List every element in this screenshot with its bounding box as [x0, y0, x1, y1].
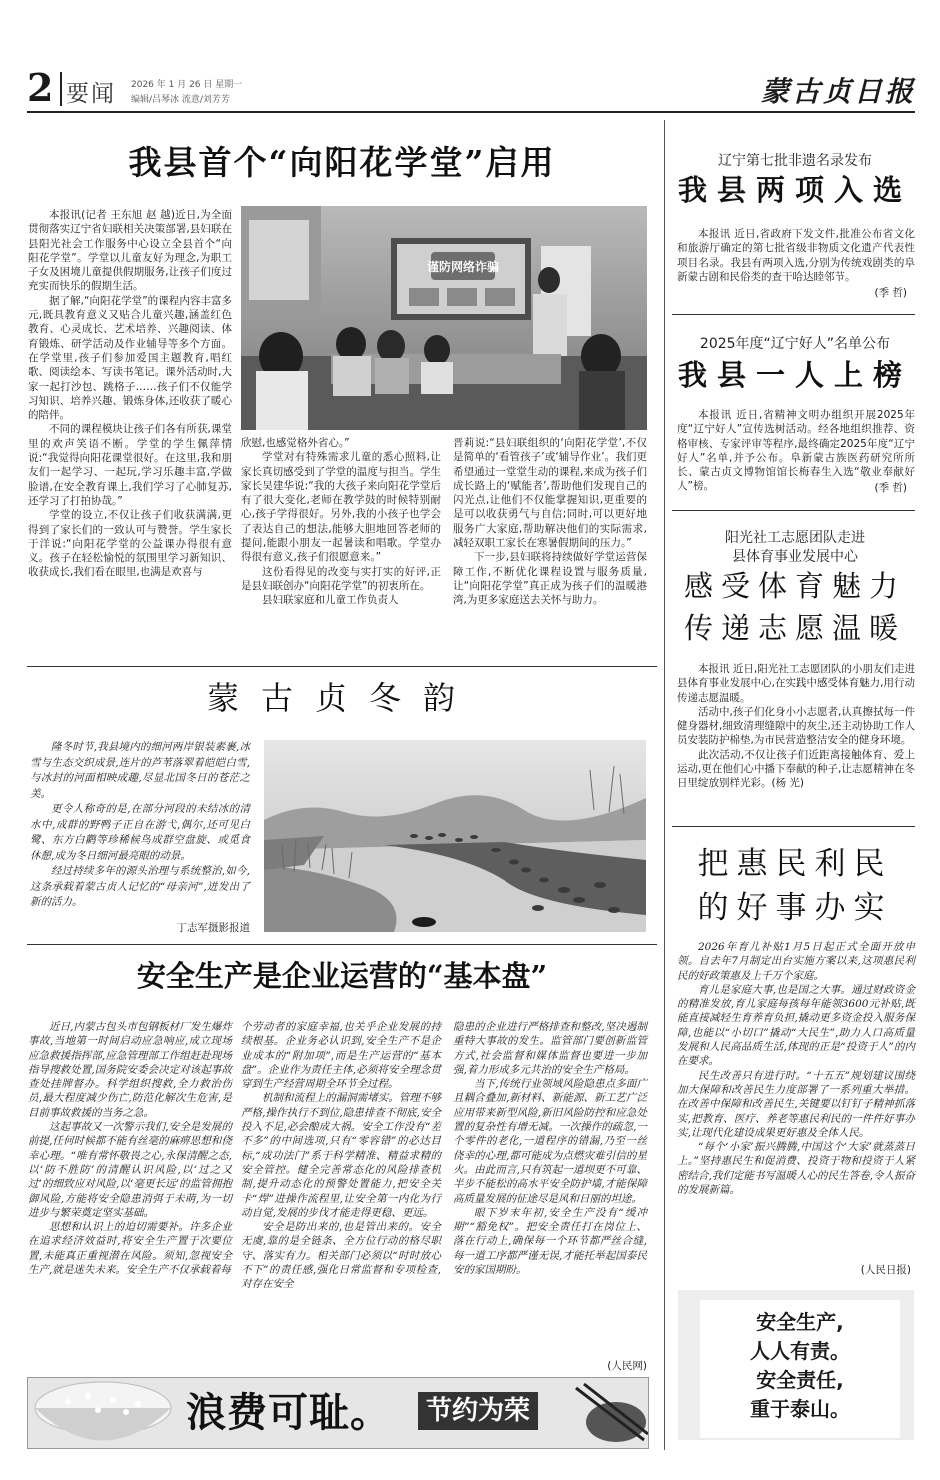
article-sunflower-col3 [453, 436, 647, 608]
date-line: 2026 年 1 月 26 日 星期一 [131, 80, 243, 90]
slogan-inner [700, 1300, 900, 1438]
paragraph: 学堂的设立,不仅让孩子们收获满满,更得到了家长们的一致认可与赞誉。学生家长于洋说:“向阳花学堂的公益课办得很有意义。孩子在轻松愉悦的氛围里学习新知识、收获成长,我们看在眼里,也满是欢喜与 [28, 509, 232, 579]
paragraph: 安全是防出来的,也是管出来的。安全无虞,靠的是全链条、全方位行动的格尽职守、落实有力。相关部门必须以“时时放心不下”的责任感,强化日常监督和专项检查,对存在安全 [241, 1221, 441, 1291]
divider-rule [672, 826, 915, 827]
paragraph: 育儿是家庭大事,也是国之大事。通过财政资金的精准发放,育儿家庭每孩每年能领3600元补贴,既能直接减轻生育养育负担,撬动更多资金投入服务保障,也能以“小切口”撬动“大民生”,助力人口高质量发展和人民高品质生活,体现的正是“投资于人”的内在要求。 [677, 983, 915, 1068]
section-name: 要闻 [66, 81, 116, 107]
article-headline-winter: 蒙古贞冬韵 [206, 679, 477, 717]
kicker-volunteer-line1: 阳光社工志愿团队走进 [725, 530, 865, 546]
headline-goodpeople: 我县一人上榜 [677, 358, 912, 392]
winter-river-illustration [264, 740, 646, 932]
slogan-line: 人人有责。 [750, 1339, 850, 1363]
article-headline-sunflower: 我县首个“向阳花学堂”启用 [128, 143, 556, 182]
safety-slogan-box [678, 1290, 914, 1440]
article-safety-col3 [453, 1020, 647, 1277]
masthead-divider [60, 72, 62, 106]
text-welfare [677, 940, 915, 1197]
paragraph: 更令人称奇的是,在部分河段的未结冰的清水中,成群的野鸭子正自在游弋,偶尔,还可见白鹭、东方白鹳等珍稀候鸟成群空盘旋、或觅食休憩,成为冬日细河最亮眼的动景。 [30, 803, 250, 862]
paragraph: 近日,内蒙古包头市包钢板材厂发生爆炸事故,当地第一时间启动应急响应,成立现场应急救援指挥部,应急管理部工作组赶赴现场指导搜救处置,国务院安委会决定对该起事故查处挂牌督办。科学组织搜救,全力救治伤员,最大程度减少伤亡,防范化解次生危害,是目前事故救援的当务之急。 [28, 1021, 232, 1119]
masthead-rule [27, 111, 915, 113]
divider-rule [672, 314, 915, 315]
paragraph: 个劳动者的家庭幸福,也关乎企业发展的持续根基。企业务必认识到,安全生产不是企业成本的“附加项”,而是生产运营的“基本盘”。企业作为责任主体,必须将安全理念贯穿到生产经营周期全环节全过程。 [241, 1021, 441, 1091]
photo-credit: 丁志军摄影报道 [176, 922, 250, 934]
paragraph: 欣慰,也感觉格外省心。” [241, 437, 350, 449]
paragraph: 不同的课程模块让孩子们各有所获,课堂里的欢声笑语不断。学堂的学生佩萍情说:“我觉得向阳花课堂很好。在这里,我和朋友们一起学习、一起玩,学习乐趣丰富,学做脸谱,在安全教育课上,我们学习了心肺复苏,还学习了打拍协哉。” [28, 423, 232, 507]
classroom-photo [241, 206, 647, 430]
headline-volunteer-line1: 感受体育魅力 [683, 569, 906, 603]
paragraph: 当下,传统行业领域风险隐患点多面广且耦合叠加,新材料、新能源、新工艺广泛应用带来新型风险,新旧风险防控和应急处置的复杂性有增无减。一次操作的疏忽,一个零件的老化,一道程序的错漏,乃至一丝侥幸的心理,都可能成为点燃灾难引信的星火。由此而言,只有筑起一道坝更不可靠、半步不能松的高水平安全防护墙,才能保障高质量发展的征途尽是风和日丽的坦途。 [453, 1078, 647, 1205]
paragraph: 县妇联家庭和儿童工作负责人 [262, 594, 399, 607]
paragraph: 本报讯(记者 王东旭 赵 越)近日,为全面贯彻落实辽宁省妇联相关决策部署,县妇联在县阳光社会工作服务中心设立全县首个“向阳花学堂”。学堂以儿童友好为理念,为职工子女及困境儿童提供假期服务,让孩子们度过充实而快乐的假期生活。 [28, 209, 232, 293]
paragraph: 机制和流程上的漏洞需堵实。管理不够严格,操作执行不到位,隐患排查不彻底,安全投入不足,必会酿成大祸。安全工作没有“差不多”的中间选项,只有“零容错”的必达目标,“成功法门”系于科学精准、精益求精的安全管控。健全完善常态化的风险排查机制,提升动态化的预警处置能力,把安全关卡“焊”进操作流程里,让安全第一内化为行动自觉,发展的步伐才能走得更稳、更远。 [241, 1092, 441, 1219]
paragraph: 本报讯 近日,省精神文明办组织开展2025年度“辽宁好人”宣传选树活动。经各地组织推荐、资格审核、专家评审等程序,最终确定2025年度“辽宁好人”名单,并予公布。阜新蒙古族医药研究所所长、蒙古贞文博物馆馆长梅春生入选“敬业奉献好人”榜。 [677, 409, 915, 493]
paragraph: 眼下岁末年初,安全生产没有“缓冲期”“豁免权”。把安全责任打在岗位上、落在行动上,确保每一个环节都严丝合缝,每一道工序都严谨无误,才能托举起国泰民安的家国期盼。 [453, 1206, 647, 1277]
paragraph: 活动中,孩子们化身小小志愿者,认真擦拭每一件健身器材,细致清理缝隙中的灰尘,还主动协助工作人员安装防护棉垫,为市民营造整洁安全的健身环境。 [677, 705, 915, 747]
article-sunflower-col1 [28, 208, 232, 580]
paragraph: 学堂对有特殊需求儿童的悉心照料,让家长真切感受到了学堂的温度与担当。学生家长吴建华说:“我的大孩子来向阳花学堂后有了很大变化,老师在教学鼓的时候特别耐心,孩子学得很好。另外,我的小孩子也学会了表达自己的想法,能够大胆地回答老师的提问,能跟小朋友一起暑读和唱歌。学堂办得很有意义,孩子们很愿意来。” [241, 451, 441, 564]
headline-volunteer-line2: 传递志愿温暖 [683, 611, 906, 645]
banner-big-text: 浪费可耻。 [186, 1389, 391, 1436]
paragraph: 据了解,“向阳花学堂”的课程内容丰富多元,既具教育意义又贴合儿童兴趣,涵盖红色教育、心灵成长、艺术培养、兴趣阅读、体育锻炼、研学活动及作业辅导等多个方面。在学堂里,孩子们参加爱国主题教育,唱红歌、阅读绘本、写读书笔记。课外活动时,大家一起打沙包、跳格子……孩子们不仅能学习知识、培养兴趣、锻炼身体,还收获了暖心的陪伴。 [28, 294, 232, 422]
headline-welfare-line1: 把惠民利民 [697, 846, 893, 882]
paragraph: 此次活动,不仅让孩子们近距离接触体育、爱上运动,更在他们心中播下奉献的种子,让志愿精神在冬日里绽放别样光彩。(杨 光) [677, 748, 915, 790]
paragraph: 下一步,县妇联将持续做好学堂运营保障工作,不断优化课程设置与服务质量,让“向阳花学堂”真正成为孩子们的温暖港湾,为更多家庭送去关怀与助力。 [453, 551, 647, 607]
divider-rule [27, 944, 657, 945]
paragraph: “每个‘小家’振兴腾腾,中国这个‘大家’就蒸蒸日上。”坚持惠民生和促消费、投资于物和投资于人紧密结合,我们定能书写温暖人心的民生答卷,令人振奋的发展新篇。 [677, 1141, 915, 1197]
chopsticks-icon [568, 1378, 648, 1448]
credit-intangible: (季 哲) [874, 287, 907, 299]
paragraph: 经过持续多年的源头治理与系统整治,如今,这条承载着蒙古贞人记忆的“母亲河”,迸发出了新的活力。 [30, 865, 250, 908]
slogan-line: 重于泰山。 [750, 1397, 850, 1421]
paragraph: 2026年育儿补贴1月5日起正式全面开放申领。自去年7月制定出台实施方案以来,这项惠民利民的好政策惠及上千万个家庭。 [677, 941, 915, 982]
paragraph: 思想和认识上的迫切需要补。许多企业在追求经济效益时,将安全生产置于次要位置,未能真正重视潜在风险。须知,忽视安全生产,就是迷失未来。安全生产不仅承载着每 [28, 1221, 232, 1277]
paragraph: 隆冬时节,我县境内的细河两岸银装素裹,冰雪与生态交织成景,连片的芦苇落翠着皑皑白雪,与冰封的河面相映成趣,尽显北国冬日的苍茫之美。 [30, 741, 250, 800]
photo-banner-text: 谨防网络诈骗 [426, 260, 500, 274]
article-sunflower-col2 [241, 436, 441, 608]
winter-river-photo [264, 740, 646, 932]
editors-line: 编辑/吕琴冰 流意/刘芳芳 [131, 95, 230, 105]
divider-rule [27, 666, 657, 667]
kicker-goodpeople: 2025年度“辽宁好人”名单公布 [699, 336, 891, 352]
page-number: 2 [27, 65, 54, 110]
article-credit: (人民网) [607, 1360, 647, 1372]
paper-name-logo: 蒙古贞日报 [760, 75, 916, 108]
paragraph: 晋莉说:“县妇联组织的‘向阳花学堂’,不仅是简单的‘看管孩子’或‘辅导作业’。我们更希望通过一堂堂生动的课程,来成为孩子们成长路上的‘赋能者’,帮助他们发现自己的闪光点,让他们不仅能掌握知识,更重要的是可以收获勇气与自信;同时,可以更好地服务广大家庭,帮助解决他们的实际需求,减轻双职工家长在寒暑假期间的压力。” [453, 437, 647, 550]
banner-box-text: 节约为荣 [418, 1392, 538, 1430]
text-intangible [677, 227, 915, 284]
article-safety-col1 [28, 1020, 232, 1277]
kicker-intangible: 辽宁第七批非遗名录发布 [718, 153, 872, 169]
rice-bowl-icon [28, 1378, 178, 1448]
text-volunteer [677, 662, 915, 791]
slogan-line: 安全责任, [756, 1368, 844, 1392]
headline-welfare-line2: 的好事办实 [697, 890, 893, 926]
credit-welfare: (人民日报) [860, 1264, 911, 1276]
paragraph: 这起事故又一次警示我们,安全是发展的前提,任何时候都不能有丝毫的麻痹思想和侥幸心理。“唯有常怀敬畏之心,永保清醒之态,以‘防不胜防’的清醒认识风险,以‘过之又过’的细致应对风险,以‘毫更长远’的监管拥抱御风险,方能将安全隐患消弭于未萌,为一切进步与繁荣奠定坚实基础。 [28, 1121, 232, 1219]
anti-waste-banner [27, 1377, 649, 1449]
column-divider [664, 120, 665, 1450]
slogan-line: 安全生产, [756, 1310, 844, 1334]
article-headline-safety: 安全生产是企业运营的“基本盘” [136, 959, 548, 993]
article-winter-text [30, 740, 250, 911]
paragraph: 本报讯 近日,省政府下发文件,批准公布省文化和旅游厅确定的第七批省级非物质文化遗产代表性项目名录。我县有两项入选,分别为传统戏剧类的阜新蒙古剧和民俗类的查干哈达睦邻节。 [677, 228, 915, 283]
headline-intangible: 我县两项入选 [677, 173, 912, 207]
paragraph: 民生改善只有进行时。“十五五”规划建议围绕加大保障和改善民生力度部署了一系列重大举措。在改善中保障和改善民生,关键要以钉钉子精神抓落实,把教育、医疗、养老等惠民利民的一件件好事办实,让现代化建设成果更好惠及全体人民。 [677, 1069, 915, 1139]
masthead [0, 0, 940, 112]
paragraph: 本报讯 近日,阳光社工志愿团队的小朋友们走进县体育事业发展中心,在实践中感受体育魅力,用行动传递志愿温暖。 [677, 663, 915, 704]
article-safety-col2 [241, 1020, 441, 1292]
kicker-volunteer-line2: 县体育事业发展中心 [732, 549, 858, 565]
paragraph: 隐患的企业进行严格排查和整改,坚决遏制重特大事故的发生。监管部门要创新监管方式,社会监督和媒体监督也要进一步加强,着力形成多元共治的安全生产格局。 [453, 1021, 647, 1076]
classroom-photo-illustration [241, 206, 647, 430]
credit-goodpeople: (季 哲) [874, 482, 907, 494]
paragraph: 这份看得见的改变与实打实的好评,正是县妇联创办“向阳花学堂”的初衷所在。 [241, 565, 441, 592]
divider-rule [672, 510, 915, 511]
